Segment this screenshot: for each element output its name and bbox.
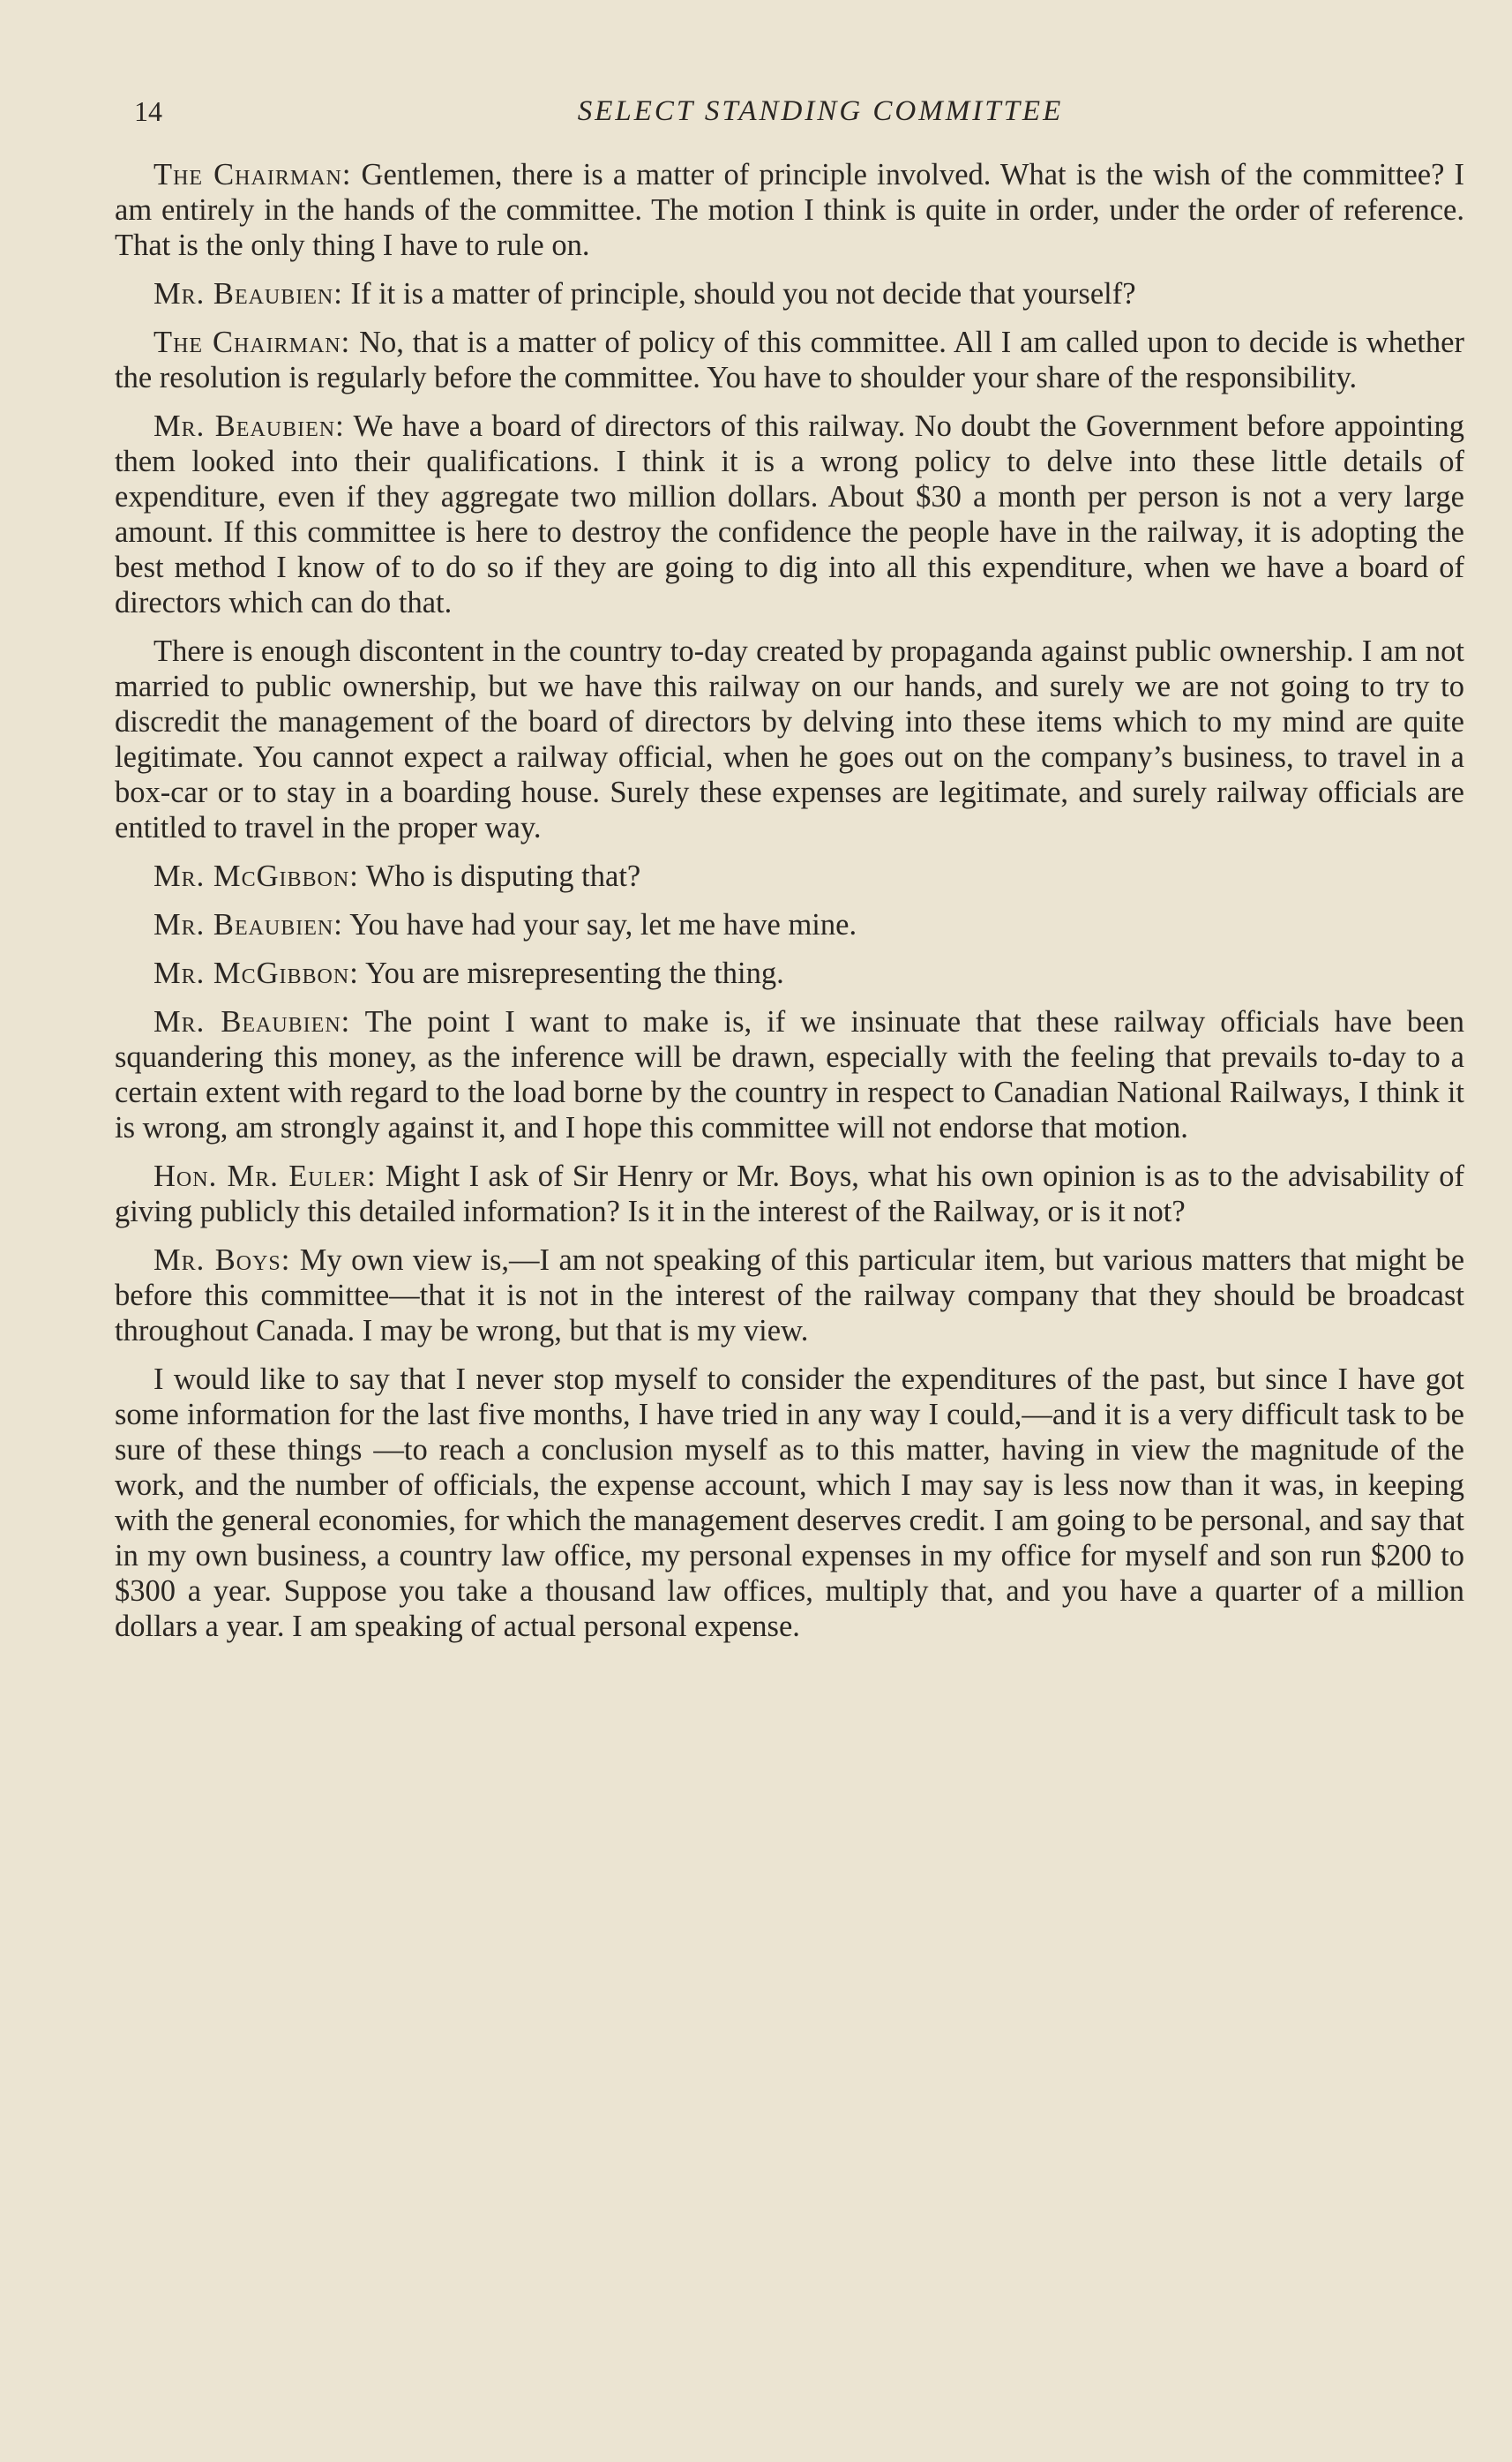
paragraph-text: We have a board of directors of this railway. No doubt the Government before appointing them looked into their qualifications. I think it is a wrong policy to delve into these little details of expenditure, even if they aggregate two million dollars. About $30 a month per person is not a very large amount. If this committee is here to destroy the confidence the people have in the railway, it is adopting the best method I know of to do so if they are going to dig into all this expenditure, when we have a board of directors which can do that. bbox=[115, 409, 1464, 619]
speaker-name: Mr. Beaubien: bbox=[153, 277, 343, 311]
speaker-name: Mr. Beaubien: bbox=[153, 409, 345, 443]
paragraph bbox=[115, 1242, 1464, 1348]
speaker-name: Mr. Beaubien: bbox=[153, 1005, 351, 1039]
paragraph bbox=[115, 1362, 1464, 1644]
paragraph bbox=[115, 157, 1464, 263]
paragraph bbox=[115, 634, 1464, 845]
paragraph-text: Who is disputing that? bbox=[358, 859, 641, 893]
paragraph-text: I would like to say that I never stop myself to consider the expenditures of the past, but since I have got some information for the last five months, I have tried in any way I could,—and it is a very difficult task to be sure of these things —to reach a conclusion myself as to this matter, having in view the magnitude of the work, and the number of officials, the expense account, which I may say is less now than it was, in keeping with the general economies, for which the management deserves credit. I am going to be personal, and say that in my own business, a country law office, my personal expenses in my office for myself and son run $200 to $300 a year. Suppose you take a thousand law offices, multiply that, and you have a quarter of a million dollars a year. I am speaking of actual personal expense. bbox=[115, 1362, 1464, 1643]
paragraph bbox=[115, 276, 1464, 312]
paragraph bbox=[115, 859, 1464, 894]
speaker-name: Hon. Mr. Euler: bbox=[153, 1160, 377, 1193]
speaker-name: The Chairman: bbox=[153, 326, 351, 359]
paragraph bbox=[115, 1004, 1464, 1145]
page-number: 14 bbox=[134, 95, 162, 127]
paragraph-text: No, that is a matter of policy of this committee. All I am called upon to decide is whether the resolution is regularly before the committee. You have to shoulder your share of the responsibility. bbox=[115, 326, 1464, 394]
paragraph-text: My own view is,—I am not speaking of this particular item, but various matters that might be before this committee—that it is not in the interest of the railway company that they should be broadcast throughout Canada. I may be wrong, but that is my view. bbox=[115, 1243, 1465, 1347]
paragraph-text: You have had your say, let me have mine. bbox=[342, 908, 857, 942]
paragraph bbox=[115, 409, 1464, 620]
paragraph-text: If it is a matter of principle, should you not decide that yourself? bbox=[342, 277, 1136, 311]
paragraph bbox=[115, 956, 1464, 991]
paragraph bbox=[115, 325, 1464, 395]
speaker-name: Mr. Boys: bbox=[153, 1243, 291, 1277]
paragraph-text: Gentlemen, there is a matter of principle involved. What is the wish of the committee? I am entirely in the hands of the committee. The motion I think is quite in order, under the order of reference. That is the only thing I have to rule on. bbox=[115, 158, 1464, 262]
paragraph-text: There is enough discontent in the country to-day created by propaganda against public ownership. I am not married to public ownership, but we have this railway on our hands, and surely we are not going to try to discredit the management of the board of directors by delving into these items which to my mind are quite legitimate. You cannot expect a railway official, when he goes out on the company’s business, to travel in a box-car or to stay in a boarding house. Surely these expenses are legitimate, and surely railway officials are entitled to travel in the proper way. bbox=[115, 634, 1464, 844]
paragraph-text: You are misrepresenting the thing. bbox=[358, 957, 784, 990]
document-body bbox=[115, 157, 1464, 1644]
paragraph bbox=[115, 907, 1464, 942]
page-header bbox=[115, 88, 1464, 141]
speaker-name: Mr. McGibbon: bbox=[153, 957, 359, 990]
speaker-name: Mr. McGibbon: bbox=[153, 859, 359, 893]
paragraph-text: Might I ask of Sir Henry or Mr. Boys, what his own opinion is as to the advisability of giving publicly this detailed information? Is it in the interest of the Railway, or is it not? bbox=[115, 1160, 1464, 1228]
paragraph bbox=[115, 1159, 1464, 1229]
speaker-name: The Chairman: bbox=[153, 158, 352, 191]
running-title: SELECT STANDING COMMITTEE bbox=[577, 95, 1064, 127]
speaker-name: Mr. Beaubien: bbox=[153, 908, 343, 942]
paragraph-text: The point I want to make is, if we insinuate that these railway officials have been squandering this money, as the inference will be drawn, especially with the feeling that prevails to-day to a certain extent with regard to the load borne by the country in respect to Canadian National Railways, I think it is wrong, am strongly against it, and I hope this committee will not endorse that motion. bbox=[115, 1005, 1464, 1145]
